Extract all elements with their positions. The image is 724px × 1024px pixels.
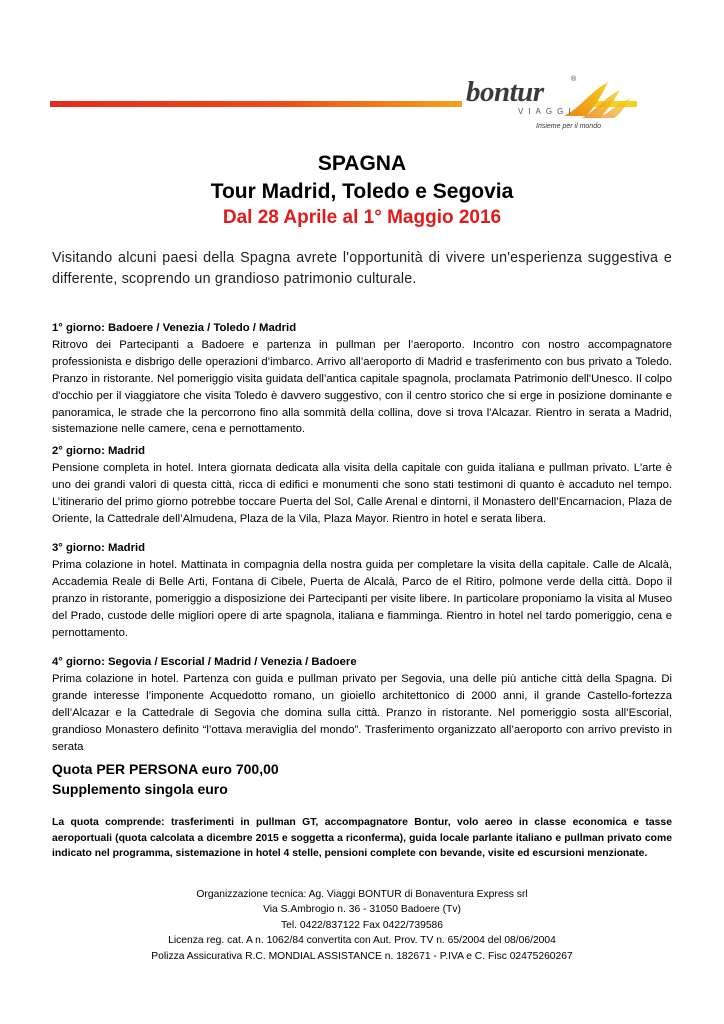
day-section: [52, 320, 672, 438]
footer-line: Tel. 0422/837122 Fax 0422/739586: [280, 919, 444, 931]
price-includes: La quota comprende: trasferimenti in pullman GT, accompagnatore Bontur, volo aereo in classe economica e tasse aeroportuali (quota calcolata a dicembre 2015 e soggetta a riconferma), guida locale parlante italiano e pullman privato come indicato nel programma, sistemazione in hotel 4 stelle, pensioni complete con bevande, visite ed escursioni menzionate.: [52, 817, 672, 859]
day-heading: 1° giorno: Badoere / Venezia / Toledo / Madrid: [52, 322, 297, 334]
day-section: [52, 540, 672, 641]
day-text: Ritrovo dei Partecipanti a Badoere e partenza in pullman per l’aeroporto. Incontro con nostro accompagnatore professionista e disbrigo delle operazioni d’imbarco. Arrivo all’aeroporto di Madrid e trasferimento con bus privato a Toledo. Pranzo in ristorante. Nel pomeriggio visita guidata dell’antica capitale spagnola, proclamata Patrimonio dell'Unesco. Il colpo d'occhio per il viaggiatore che visita Toledo è davvero suggestivo, con il centro storico che si erge in posizione dominante e panoramica, le strade che la percorrono fino alla sommità della collina, dove si trova l'Alcazar. Rientro in serata a Madrid, sistemazione nelle camere, cena e pernottamento.: [52, 338, 672, 436]
day-text: Pensione completa in hotel. Intera giornata dedicata alla visita della capitale con guida italiana e pullman privato. L'arte è uno dei grandi valori di questa città, ricca di edifici e monumenti che sono stati testimoni di quanto è accaduto nel tempo. L’itinerario del primo giorno potrebbe toccare Puerta del Sol, Calle Arenal e dintorni, il Monastero dell’Encarnacion, Plaza de Oriente, la Cattedrale dell’Almudena, Plaza de la Vila, Plaza Mayor. Rientro in hotel e serata libera.: [52, 461, 672, 525]
logo-tagline: Insieme per il mondo: [536, 123, 601, 130]
day-text: Prima colazione in hotel. Partenza con guida e pullman privato per Segovia, una delle più antiche città della Spagna. Di grande interesse l’imponente Acquedotto romano, un gioiello architettonico di 2000 anni, il grande Castello-fortezza dell’Alcazar e la Cattedrale di Segovia che domina sulla città. Pranzo in ristorante. Nel pomeriggio sosta all’Escorial, grandioso Monastero definito “l’ottava meraviglia del mondo”. Trasferimento organizzato all’aeroporto con arrivo previsto in serata: [52, 672, 672, 753]
tour-subtitle: Tour Madrid, Toledo e Segovia: [210, 180, 514, 203]
price-per-person: Quota PER PERSONA euro 700,00: [52, 761, 279, 777]
logo-registered-mark: ®: [571, 76, 577, 83]
logo-subtitle: VIAGGI: [518, 107, 576, 116]
price-block: [52, 759, 279, 799]
page-title: SPAGNA: [317, 152, 407, 175]
footer-line: Licenza reg. cat. A n. 1062/84 convertita con Aut. Prov. TV n. 65/2004 del 08/06/2004: [168, 935, 556, 947]
footer-line: Polizza Assicurativa R.C. MONDIAL ASSISTANCE n. 182671 - P.IVA e C. Fisc 02475260267: [151, 950, 573, 962]
intro-paragraph: Visitando alcuni paesi della Spagna avrete l'opportunità di vivere un'esperienza suggestiva e differente, scoprendo un grandioso patrimonio culturale.: [52, 250, 672, 287]
footer-line: Via S.Ambrogio n. 36 - 31050 Badoere (Tv): [263, 904, 461, 916]
day-heading: 4° giorno: Segovia / Escorial / Madrid / Venezia / Badoere: [52, 656, 357, 668]
tour-dates: Dal 28 Aprile al 1° Maggio 2016: [222, 207, 502, 228]
day-section: [52, 443, 672, 528]
footer-line: Organizzazione tecnica: Ag. Viaggi BONTUR di Bonaventura Express srl: [196, 889, 528, 900]
bontur-logo: [440, 70, 650, 130]
day-heading: 3° giorno: Madrid: [52, 542, 146, 554]
footer: [0, 887, 724, 964]
day-text: Prima colazione in hotel. Mattinata in compagnia della nostra guida per completare la visita della capitale. Calle de Alcalà, Accademia Reale di Belle Arti, Fontana di Cibele, Puerta de Alcalà, Parco de el Ritiro, polmone verde della città. Dopo il pranzo in ristorante, pomeriggio a disposizione dei Partecipanti per visite libere. In particolare proponiamo la visita al Museo del Prado, custode delle migliori opere di arte spagnola, italiana e fiamminga. Rientro in hotel nel tardo pomeriggio, cena e pernottamento.: [52, 558, 672, 639]
day-heading: 2° giorno: Madrid: [52, 445, 146, 457]
logo-wordmark: bontur: [466, 76, 544, 108]
single-supplement: Supplemento singola euro: [52, 781, 228, 797]
day-section: [52, 654, 672, 755]
header-red-bar: [50, 101, 462, 107]
